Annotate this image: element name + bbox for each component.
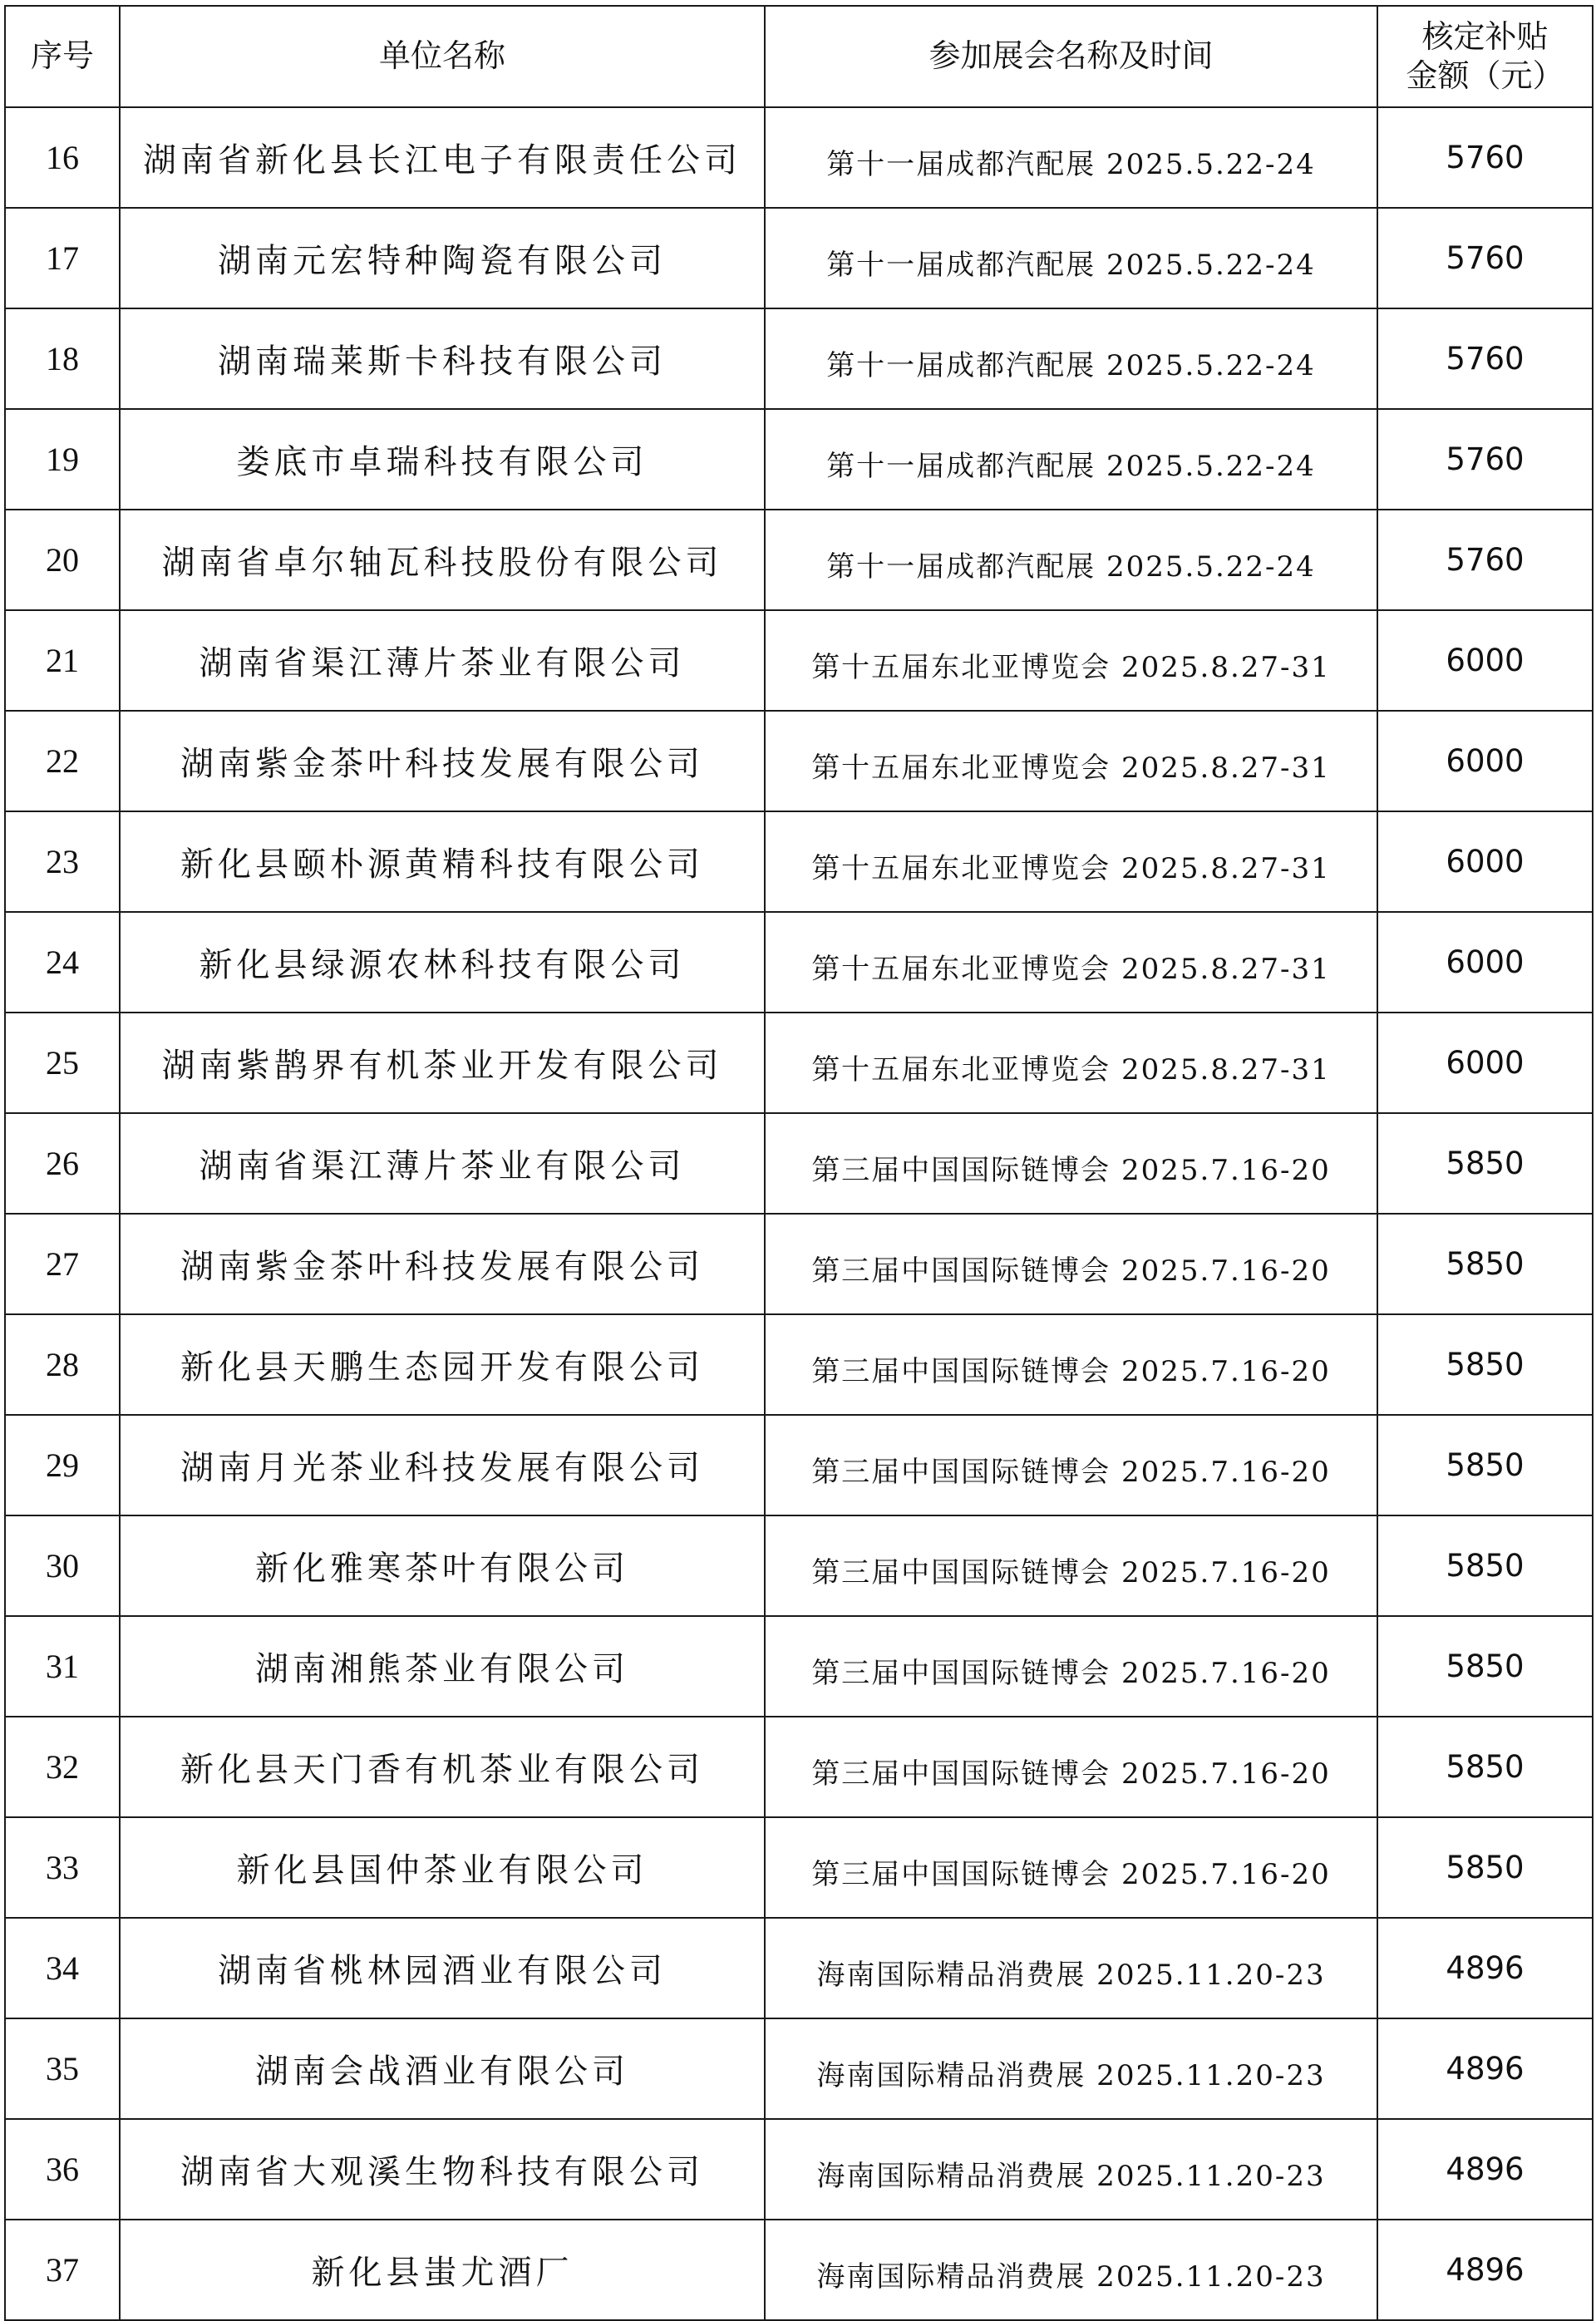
cell-expo-name-time: 第三届中国国际链博会 2025.7.16-20 xyxy=(765,1616,1377,1717)
cell-subsidy-amount: 5760 xyxy=(1377,510,1593,610)
table-row xyxy=(5,2220,1593,2320)
cell-subsidy-amount: 5760 xyxy=(1377,107,1593,208)
cell-subsidy-amount: 6000 xyxy=(1377,711,1593,811)
cell-unit-name: 湖南紫金茶叶科技发展有限公司 xyxy=(120,1214,765,1314)
table-row xyxy=(5,208,1593,308)
cell-subsidy-amount: 5760 xyxy=(1377,409,1593,510)
cell-expo-name-time: 第三届中国国际链博会 2025.7.16-20 xyxy=(765,1817,1377,1918)
cell-seq: 37 xyxy=(5,2220,120,2320)
cell-unit-name: 新化县绿源农林科技有限公司 xyxy=(120,912,765,1013)
cell-expo-name-time: 第三届中国国际链博会 2025.7.16-20 xyxy=(765,1717,1377,1817)
table-row xyxy=(5,1515,1593,1616)
cell-unit-name: 湖南省新化县长江电子有限责任公司 xyxy=(120,107,765,208)
cell-seq: 32 xyxy=(5,1717,120,1817)
table-row xyxy=(5,912,1593,1013)
cell-subsidy-amount: 5850 xyxy=(1377,1616,1593,1717)
cell-subsidy-amount: 5850 xyxy=(1377,1113,1593,1214)
cell-subsidy-amount: 5850 xyxy=(1377,1817,1593,1918)
cell-unit-name: 湖南紫鹊界有机茶业开发有限公司 xyxy=(120,1013,765,1113)
cell-subsidy-amount: 5850 xyxy=(1377,1415,1593,1515)
table-row xyxy=(5,510,1593,610)
cell-unit-name: 湖南省卓尔轴瓦科技股份有限公司 xyxy=(120,510,765,610)
cell-subsidy-amount: 5760 xyxy=(1377,308,1593,409)
cell-unit-name: 新化县天门香有机茶业有限公司 xyxy=(120,1717,765,1817)
table-row xyxy=(5,1314,1593,1415)
cell-seq: 31 xyxy=(5,1616,120,1717)
cell-seq: 27 xyxy=(5,1214,120,1314)
table-row xyxy=(5,1616,1593,1717)
cell-unit-name: 湖南紫金茶叶科技发展有限公司 xyxy=(120,711,765,811)
table-row xyxy=(5,1918,1593,2018)
cell-expo-name-time: 海南国际精品消费展 2025.11.20-23 xyxy=(765,1918,1377,2018)
cell-subsidy-amount: 6000 xyxy=(1377,811,1593,912)
cell-subsidy-amount: 5850 xyxy=(1377,1717,1593,1817)
cell-expo-name-time: 第十一届成都汽配展 2025.5.22-24 xyxy=(765,308,1377,409)
cell-unit-name: 湖南省渠江薄片茶业有限公司 xyxy=(120,1113,765,1214)
cell-seq: 22 xyxy=(5,711,120,811)
cell-unit-name: 湖南瑞莱斯卡科技有限公司 xyxy=(120,308,765,409)
cell-expo-name-time: 海南国际精品消费展 2025.11.20-23 xyxy=(765,2018,1377,2119)
cell-seq: 25 xyxy=(5,1013,120,1113)
cell-subsidy-amount: 5850 xyxy=(1377,1314,1593,1415)
cell-seq: 24 xyxy=(5,912,120,1013)
cell-subsidy-amount: 6000 xyxy=(1377,610,1593,711)
table-row xyxy=(5,1013,1593,1113)
table-row xyxy=(5,409,1593,510)
cell-expo-name-time: 海南国际精品消费展 2025.11.20-23 xyxy=(765,2220,1377,2320)
header-expo-name-time: 参加展会名称及时间 xyxy=(765,6,1377,107)
cell-subsidy-amount: 6000 xyxy=(1377,912,1593,1013)
cell-expo-name-time: 第十一届成都汽配展 2025.5.22-24 xyxy=(765,107,1377,208)
cell-subsidy-amount: 4896 xyxy=(1377,1918,1593,2018)
header-unit-name: 单位名称 xyxy=(120,6,765,107)
cell-subsidy-amount: 4896 xyxy=(1377,2220,1593,2320)
cell-expo-name-time: 第十一届成都汽配展 2025.5.22-24 xyxy=(765,510,1377,610)
header-subsidy-amount xyxy=(1377,6,1593,107)
cell-unit-name: 湖南会战酒业有限公司 xyxy=(120,2018,765,2119)
cell-subsidy-amount: 6000 xyxy=(1377,1013,1593,1113)
cell-unit-name: 湖南元宏特种陶瓷有限公司 xyxy=(120,208,765,308)
cell-unit-name: 新化雅寒茶叶有限公司 xyxy=(120,1515,765,1616)
cell-unit-name: 新化县天鹏生态园开发有限公司 xyxy=(120,1314,765,1415)
table-row xyxy=(5,1214,1593,1314)
cell-seq: 20 xyxy=(5,510,120,610)
cell-unit-name: 湖南湘熊茶业有限公司 xyxy=(120,1616,765,1717)
cell-seq: 23 xyxy=(5,811,120,912)
cell-seq: 30 xyxy=(5,1515,120,1616)
cell-subsidy-amount: 4896 xyxy=(1377,2018,1593,2119)
cell-expo-name-time: 第三届中国国际链博会 2025.7.16-20 xyxy=(765,1314,1377,1415)
table-body xyxy=(5,107,1593,2320)
cell-subsidy-amount: 5850 xyxy=(1377,1214,1593,1314)
cell-unit-name: 湖南省桃林园酒业有限公司 xyxy=(120,1918,765,2018)
cell-expo-name-time: 海南国际精品消费展 2025.11.20-23 xyxy=(765,2119,1377,2220)
cell-seq: 33 xyxy=(5,1817,120,1918)
table-row xyxy=(5,107,1593,208)
cell-unit-name: 湖南省渠江薄片茶业有限公司 xyxy=(120,610,765,711)
cell-unit-name: 新化县蚩尤酒厂 xyxy=(120,2220,765,2320)
cell-expo-name-time: 第十五届东北亚博览会 2025.8.27-31 xyxy=(765,811,1377,912)
cell-expo-name-time: 第十一届成都汽配展 2025.5.22-24 xyxy=(765,409,1377,510)
cell-seq: 18 xyxy=(5,308,120,409)
cell-seq: 35 xyxy=(5,2018,120,2119)
cell-expo-name-time: 第三届中国国际链博会 2025.7.16-20 xyxy=(765,1113,1377,1214)
cell-seq: 36 xyxy=(5,2119,120,2220)
cell-unit-name: 新化县国仲茶业有限公司 xyxy=(120,1817,765,1918)
cell-expo-name-time: 第三届中国国际链博会 2025.7.16-20 xyxy=(765,1515,1377,1616)
header-amount-line1: 核定补贴 xyxy=(1421,17,1549,55)
cell-subsidy-amount: 4896 xyxy=(1377,2119,1593,2220)
table-row xyxy=(5,1415,1593,1515)
table-row xyxy=(5,2119,1593,2220)
cell-unit-name: 娄底市卓瑞科技有限公司 xyxy=(120,409,765,510)
table-row xyxy=(5,1717,1593,1817)
cell-seq: 34 xyxy=(5,1918,120,2018)
cell-expo-name-time: 第三届中国国际链博会 2025.7.16-20 xyxy=(765,1415,1377,1515)
cell-seq: 29 xyxy=(5,1415,120,1515)
table-row xyxy=(5,811,1593,912)
cell-subsidy-amount: 5760 xyxy=(1377,208,1593,308)
table-row xyxy=(5,711,1593,811)
cell-subsidy-amount: 5850 xyxy=(1377,1515,1593,1616)
cell-seq: 26 xyxy=(5,1113,120,1214)
cell-expo-name-time: 第十五届东北亚博览会 2025.8.27-31 xyxy=(765,711,1377,811)
cell-expo-name-time: 第十五届东北亚博览会 2025.8.27-31 xyxy=(765,1013,1377,1113)
cell-unit-name: 湖南月光茶业科技发展有限公司 xyxy=(120,1415,765,1515)
table-row xyxy=(5,1817,1593,1918)
header-seq: 序号 xyxy=(5,6,120,107)
cell-expo-name-time: 第十五届东北亚博览会 2025.8.27-31 xyxy=(765,610,1377,711)
table-row xyxy=(5,308,1593,409)
table-row xyxy=(5,610,1593,711)
cell-seq: 17 xyxy=(5,208,120,308)
table-row xyxy=(5,1113,1593,1214)
cell-unit-name: 湖南省大观溪生物科技有限公司 xyxy=(120,2119,765,2220)
cell-seq: 16 xyxy=(5,107,120,208)
cell-expo-name-time: 第三届中国国际链博会 2025.7.16-20 xyxy=(765,1214,1377,1314)
table-row xyxy=(5,2018,1593,2119)
table-header-row xyxy=(5,6,1593,107)
header-amount-line2: 金额（元） xyxy=(1406,57,1564,94)
cell-unit-name: 新化县颐朴源黄精科技有限公司 xyxy=(120,811,765,912)
cell-expo-name-time: 第十五届东北亚博览会 2025.8.27-31 xyxy=(765,912,1377,1013)
cell-seq: 28 xyxy=(5,1314,120,1415)
cell-seq: 19 xyxy=(5,409,120,510)
subsidy-table xyxy=(4,5,1594,2321)
cell-expo-name-time: 第十一届成都汽配展 2025.5.22-24 xyxy=(765,208,1377,308)
cell-seq: 21 xyxy=(5,610,120,711)
